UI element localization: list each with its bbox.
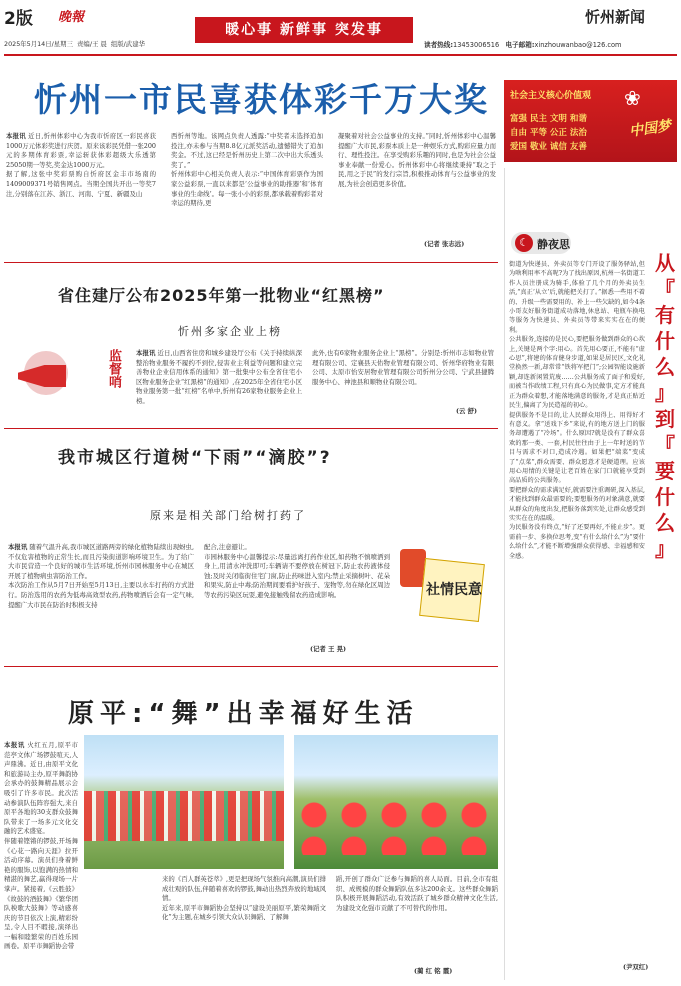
article-lottery-byline: (记者 张志远): [424, 240, 465, 248]
layout-editor: 组版/武建华: [110, 40, 145, 48]
dance-photo-left: [84, 735, 284, 869]
article-trees-col1: [8, 543, 194, 653]
date-line: [4, 39, 145, 48]
article-dance-lead: 本报讯: [4, 741, 25, 749]
hotline-number: 13453006516: [453, 41, 500, 49]
title-char: 有: [655, 303, 675, 327]
title-char: 什: [655, 485, 675, 509]
article-trees-lead: 本报讯: [8, 543, 28, 551]
title-char: 到: [655, 407, 675, 431]
article-lottery-col3: 凝聚着对社会公益事业的支持。”同时,忻州体彩中心温馨提醒广大市民,彩票本质上是一种娱乐方式,购彩应量力而行、理性投注。在享受购彩乐趣的同时,也是为社会公益事业奉献一份爱心。忻州体彩中心将继续秉持“取之于民,用之于民”的发行宗旨,积极推动体育与公益事业的发展,为社会创造更多价值。: [338, 132, 496, 188]
article-property-byline: (云 舒): [456, 407, 478, 415]
values-ad-row3: 爱国 敬业 诚信 友善: [510, 142, 587, 152]
article-dance-byline: (蔺 红 铭 霞): [414, 967, 453, 975]
article-trees-title: 我市城区行道树“下雨”“滴胶”?: [58, 448, 332, 468]
masthead: [0, 0, 681, 58]
china-dream-stamp: 中国梦: [628, 118, 673, 140]
issue-date: 2025年5月14日/星期三: [4, 40, 73, 48]
title-char: 『: [655, 277, 675, 301]
duty-editor: 责编/王 晨: [77, 40, 107, 48]
title-char: 么: [655, 355, 675, 379]
column-name: 静夜思: [537, 238, 570, 251]
values-ad-row1: 富强 民主 文明 和谐: [510, 114, 587, 124]
paper-logo: 晚報: [58, 10, 85, 25]
article-lottery-lead: 本报讯: [6, 132, 26, 140]
article-property-text1: 近日,山西省住房和城乡建设厅公布《关于持续纵深整治物业服务不履约不到位,侵害业主利益等问题和建立完善物业企业信用体系的通知》第一批集中公布全省住宅小区物业服务企业“红黑榜”的通知》,在2025年全省住宅小区物业服务第一批“红榜”名单中,忻州有26家物业服务企业上榜。: [136, 349, 302, 405]
page-number: 2版: [4, 9, 33, 29]
article-lottery-title: 忻州一市民喜获体彩千万大奖: [34, 80, 489, 119]
flower-fans-shape: [294, 795, 498, 855]
column-byline: (尹双红): [623, 963, 649, 971]
article-dance: [4, 666, 498, 982]
crowd-shape: [84, 791, 284, 841]
article-property-lead: 本报讯: [136, 349, 156, 357]
section-name: 忻州新闻: [585, 8, 646, 26]
title-char: 』: [655, 537, 675, 561]
email-address: xinzhouwanbao@126.com: [534, 41, 622, 49]
values-ad-title: 社会主义核心价值观: [510, 91, 592, 101]
column-vertical-title: [653, 250, 677, 562]
article-lottery: [4, 62, 498, 252]
title-char: 么: [655, 511, 675, 535]
title-char: 『: [655, 433, 675, 457]
article-property-col1: [136, 349, 302, 419]
email-label: 电子邮箱:: [505, 41, 535, 49]
article-trees-col2: 配合,注意避让。 市园林服务中心温馨提示:尽量远离打药作业区,如药物不慎喷洒到身上,用清水冲洗即可;车辆请不要停放在树冠下,防止农药液体侵蚀;及时关闭临街住宅门窗,防止药味进入室内;禁止采摘树叶、花朵和果实,防止中毒;防治期间要看护好孩子、宠物等,勿在绿化区周边等农药污染区玩耍,避免接触残留农药造成影响。: [204, 543, 390, 599]
values-ad: [504, 80, 677, 162]
slogan-banner: [195, 17, 413, 43]
moon-icon: ☾: [515, 234, 533, 252]
title-char: 什: [655, 329, 675, 353]
dance-photo-right: [294, 735, 498, 869]
article-property-subtitle: 忻州多家企业上榜: [178, 325, 282, 338]
column-body: 街道为快递员、外卖员等专门开设了服务驿站,但为啥利用率不高呢?为了找出原因,杭州一名街道工作人员注册成为骑手,体验了几个月的外卖员生活,“真正‘从立’后,就能把关打了。”据悉一些用不着的、升级一些需要用的、补上一些欠缺的,如今4条小哥友好服务街道成功落地,休息站、电瓶车换电等服务为快递员、外卖员等带来实实在在的便利。 公共服务,连接的是民心,要把服务做到群众的心坎上,关键是两个字:用心。首先用心要正,不能有“虚心思”,将建的体育健身步道,如果是居民区,文化礼堂换然一新,却常常“铁将军把门”;公园智能设施新颖,却连新闲置荒废……公共服务成了面子和爱好,而被当作政绩工程,只有真心为民做事,定方才能真正为群众着想,才能落地满意的服务,才是真正贴近民生,偏离了为民造福的初心。 提供服务不是目的,让人民群众用得上、用得好才有意义。拿“送戏下乡”来说,有的地方送上门的服务却遭遇了“冷场”。什么原因?就是没有了群众喜欢的那一类、一套,村民往往由于上一年时送的节目与需求不对口,造成冷遇。如果把“端菜”变成了“点菜”,群众需要、群众愿意才是硬道理。应该用心用情的关键是让老百姓在家门口就能享受到高品质的公共服务。 要把群众的需求满足好,就需要注重调研,深入基层,才能找到群众最需要的;要想服务的对象满意,就要从群众的角度出发,把服务落到实处,让群众感受到实实在在的温暖。 为民服务没有终点,“好了还要再好,不能止步”。更需前一步、多换位思考,变“有什么给什么”为“要什么给什么”,才能不断增强群众获得感、幸福感和安全感。: [509, 261, 645, 560]
article-trees-byline: (记者 王 晃): [310, 645, 347, 653]
values-ad-row2: 自由 平等 公正 法治: [510, 128, 587, 138]
hotline-label: 读者热线:: [424, 41, 454, 49]
masthead-rule: [4, 54, 677, 56]
article-dance-title: 原平:“舞”出幸福好生活: [68, 699, 419, 729]
article-dance-col1: [4, 741, 78, 981]
article-lottery-col2: 西忻州等地。该网点负责人透露:“中奖者未选择追加投注,亦未参与当期8.8亿元派奖活动,遗憾错失了追加奖金。不过,这已经是忻州历史上第二次中出大乐透头奖了。” 忻州体彩中心相关负责人表示:“中国体育彩票作为国家公益彩票,一直以来都是‘公益事业的助推器’和‘体育事业的生命线’。每一张小小的彩票,都承载着购彩者对幸运的期待,更: [171, 132, 323, 208]
article-property-title: 省住建厅公布2025年第一批物业“红黑榜”: [58, 286, 385, 305]
watchdog-logo: [10, 349, 130, 409]
article-trees-text1: 随着气温升高,我市城区道路两旁的绿化植物陆续出现蚜虫,不仅危害植物的正常生长,而且污染街道影响环境卫生。为了给广大市民营造一个良好的城市生活环境,忻州市园林服务中心在城区开展了植物病虫害防治工作。 本次防治工作从5月7日开始至5月13日,主要以水车打药的方式进行。防治选用的农药为低毒高效型农药,药物喷洒后会有一定气味,提醒广大市民在防治时积极支持: [8, 543, 194, 609]
title-char: 从: [655, 251, 675, 275]
article-dance-col3: 蹈,开创了群众广泛参与舞蹈的喜人局面。目前,全市有组织、成规模的群众舞蹈队伍多达200余支。这些群众舞蹈队积极开展舞蹈活动,有效活跃了城乡群众精神文化生活,为建设文化强市贡献了不可替代的作用。: [336, 875, 498, 912]
slogan-text: 暖心事 新鲜事 突发事: [225, 22, 383, 38]
public-opinion-logo: [394, 545, 494, 627]
article-trees: [4, 428, 498, 660]
title-char: 』: [655, 381, 675, 405]
dove-icon: ❀: [624, 86, 641, 110]
public-opinion-label: 社情民意: [426, 582, 482, 598]
article-dance-text1: 火红五月,原平市范亭文体广场锣鼓喧天,人声鼎沸。近日,由原平文化和旅游局主办,原平舞韵协会承办的鼓舞精品展示会吸引了许多市民。此次活动参演队伍阵容强大,来自原平各地的30支群众鼓舞队带来了一场多元文化交融的艺术盛宴。 伴随着铿锵的锣鼓,开场舞《心花一路向天涯》拉开活动序幕。演员们身着鲜艳的服饰,以饱满的热情和精湛的舞艺,赢得现场一片掌声。紧接着,《云胜鼓》《故鼓的酒鼓舞》《繁华团队秧歌大鼓舞》等动感喜庆的节目依次上演,精彩纷呈,令人目不暇接,演绎出一幅和睦繁荣的百姓乐园画卷。原平市舞蹈协会带: [4, 741, 78, 951]
article-property-col2: 此外,也有6家物业服务企业上“黑榜”。分别是:忻州市志如物业管理有限公司、定襄县天佑物业管理有限公司、忻州华府物业有限公司、太原市怡安居物业管理有限公司忻州分公司、宁武县捷腾服务中心、神池县和顺物业有限公司。: [312, 349, 494, 386]
column-night-thoughts: [504, 168, 677, 980]
article-lottery-text1: 近日,忻州体彩中心为我市忻府区一彩民喜获1000万元体彩奖进行庆贺。原来该彩民凭借一张200元的多期体育彩票,幸运斩获体彩超级大乐透第25050期一等奖,奖金达1000万元。 据了解,这张中奖彩票购自忻府区金丰市场南的1409009371号销售网点。当期全国共开出一等奖7注,分别落在江苏、浙江、河南、宁夏、新疆及山: [6, 132, 156, 198]
article-property: [4, 262, 498, 422]
article-lottery-col1: [6, 132, 156, 252]
article-dance-col2: 来的《百人群英苍萃》,更是把现场气氛推向高潮,演员们排成壮观的队伍,伴随着喜欢的锣鼓,舞动出热烈奔放的地域风情。 近年来,原平市舞蹈协会坚持以“建设美丽原平,繁荣舞蹈文化”为主题,在城乡引领大众认识舞蹈、了解舞: [162, 875, 326, 922]
title-char: 要: [655, 459, 675, 483]
article-trees-subtitle: 原来是相关部门给树打药了: [150, 509, 306, 522]
watchdog-label: 监督哨: [106, 349, 121, 388]
contact-line: [424, 39, 621, 49]
